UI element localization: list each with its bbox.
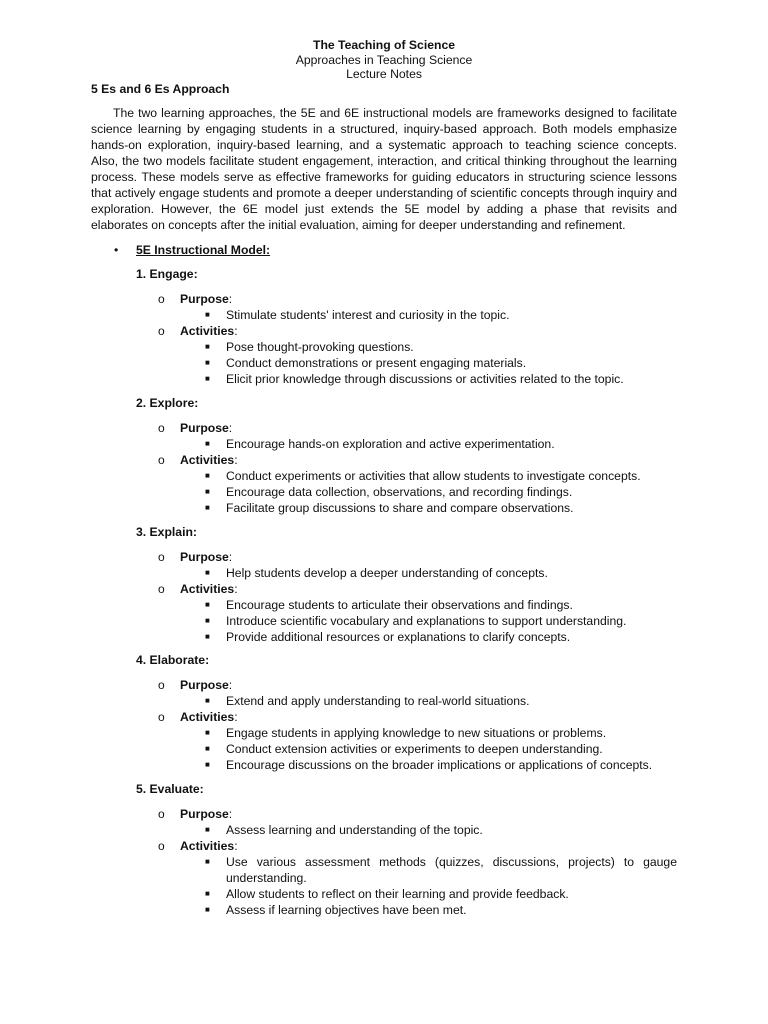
square-bullet-icon: ■ [205,616,210,625]
square-bullet-icon: ■ [205,825,210,834]
circle-bullet-icon: o [158,453,165,467]
phase-title: 4. Elaborate: [136,653,210,667]
list-item [136,484,677,500]
phase-title: 2. Explore: [136,396,199,410]
square-bullet-icon: ■ [205,857,210,866]
activities-heading-label: Activities [180,324,235,338]
section-title: 5 Es and 6 Es Approach [91,82,230,96]
list-item-text: Extend and apply understanding to real-world situations. [226,694,530,708]
purpose-heading [136,806,677,822]
list-item [136,597,677,613]
list-item [136,436,677,452]
list-item [136,822,677,838]
colon: : [228,421,233,435]
list-item [136,339,677,355]
list-item [136,902,677,918]
list-item [136,500,677,516]
list-item [136,741,677,757]
colon: : [234,453,238,467]
list-item-text: Conduct extension activities or experiments to deepen understanding. [226,742,603,756]
square-bullet-icon: ■ [205,632,210,641]
colon: : [234,839,238,853]
square-bullet-icon: ■ [205,503,210,512]
square-bullet-icon: ■ [205,568,210,577]
bullet-marker: • [114,243,119,257]
activities-heading-label: Activities [180,710,235,724]
list-item [136,886,677,902]
purpose-heading [136,677,677,693]
activities-heading [136,452,677,468]
square-bullet-icon: ■ [205,760,210,769]
phase-title: 3. Explain: [136,525,197,539]
square-bullet-icon: ■ [205,374,210,383]
square-bullet-icon: ■ [205,728,210,737]
list-item [136,725,677,741]
list-item-text: Introduce scientific vocabulary and explanations to support understanding. [226,614,627,628]
list-item [136,355,677,371]
list-item-text: Provide additional resources or explanations to clarify concepts. [226,630,571,644]
square-bullet-icon: ■ [205,471,210,480]
activities-heading [136,323,677,339]
circle-bullet-icon: o [158,324,165,338]
colon: : [234,324,238,338]
list-item [136,307,677,323]
list-item-text: Use various assessment methods (quizzes, discussions, projects) to gauge understanding. [226,855,677,885]
intro-paragraph: The two learning approaches, the 5E and 6E instructional models are frameworks designed to facilitate science learning by engaging students in a structured, inquiry-based approach. Both models emphasize hands-on exploration, inquiry-based learning, and a systematic approach to teaching science concepts. Also, the two models facilitate student engagement, interaction, and critical thinking throughout the learning process. These models serve as effective frameworks for guiding educators in structuring science lessons that actively engage students and promote a deeper understanding of scientific concepts through inquiry and exploration. However, the 6E model just extends the 5E model by adding a phase that revisits and elaborates on concepts after the initial evaluation, aiming for deeper understanding and refinement. [91,106,677,232]
list-item-text: Encourage hands-on exploration and active experimentation. [226,437,555,451]
circle-bullet-icon: o [158,582,165,596]
purpose-heading-label: Purpose [180,807,229,821]
activities-heading [136,709,677,725]
phase-section [136,653,677,773]
square-bullet-icon: ■ [205,744,210,753]
circle-bullet-icon: o [158,678,165,692]
activities-heading [136,581,677,597]
list-item [136,565,677,581]
list-item [136,629,677,645]
phase-section [136,396,677,516]
purpose-heading-label: Purpose [180,292,229,306]
square-bullet-icon: ■ [205,487,210,496]
document-note: Lecture Notes [346,67,422,81]
purpose-heading-label: Purpose [180,678,229,692]
square-bullet-icon: ■ [205,439,210,448]
purpose-heading-label: Purpose [180,421,229,435]
square-bullet-icon: ■ [205,696,210,705]
list-item [136,468,677,484]
list-item-text: Engage students in applying knowledge to new situations or problems. [226,726,607,740]
list-item-text: Help students develop a deeper understanding of concepts. [226,566,548,580]
list-item [136,371,677,387]
activities-heading-label: Activities [180,839,235,853]
document-header [0,38,768,82]
phase-section [136,782,677,918]
list-item-text: Conduct demonstrations or present engaging materials. [226,356,527,370]
colon: : [228,807,233,821]
square-bullet-icon: ■ [205,310,210,319]
circle-bullet-icon: o [158,710,165,724]
list-item-text: Pose thought-provoking questions. [226,340,414,354]
list-item [136,693,677,709]
list-item-text: Encourage students to articulate their observations and findings. [226,598,573,612]
colon: : [228,550,233,564]
list-item-text: Stimulate students' interest and curiosity in the topic. [226,308,510,322]
list-item-text: Encourage data collection, observations, and recording findings. [226,485,573,499]
document-title: The Teaching of Science [313,38,455,52]
square-bullet-icon: ■ [205,358,210,367]
list-item-text: Elicit prior knowledge through discussions or activities related to the topic. [226,372,624,386]
list-item-text: Facilitate group discussions to share and compare observations. [226,501,574,515]
document-subtitle: Approaches in Teaching Science [295,52,473,67]
colon: : [234,582,238,596]
purpose-heading [136,420,677,436]
purpose-heading-label: Purpose [180,550,229,564]
circle-bullet-icon: o [158,839,165,853]
circle-bullet-icon: o [158,292,165,306]
purpose-heading [136,549,677,565]
list-item [136,613,677,629]
square-bullet-icon: ■ [205,889,210,898]
square-bullet-icon: ■ [205,342,210,351]
circle-bullet-icon: o [158,550,165,564]
list-item [136,854,677,886]
list-item-text: Encourage discussions on the broader implications or applications of concepts. [226,758,653,772]
list-item-text: Assess learning and understanding of the topic. [226,823,483,837]
list-item-text: Assess if learning objectives have been met. [226,903,467,917]
model-heading-label: 5E Instructional Model: [136,243,271,257]
circle-bullet-icon: o [158,807,165,821]
phase-title: 1. Engage: [136,267,198,281]
activities-heading [136,838,677,854]
phase-section [136,525,677,645]
square-bullet-icon: ■ [205,905,210,914]
circle-bullet-icon: o [158,421,165,435]
phase-section [136,267,677,387]
colon: : [234,710,238,724]
colon: : [228,678,233,692]
list-item-text: Allow students to reflect on their learning and provide feedback. [226,887,569,901]
activities-heading-label: Activities [180,453,235,467]
list-item-text: Conduct experiments or activities that allow students to investigate concepts. [226,469,641,483]
activities-heading-label: Activities [180,582,235,596]
purpose-heading [136,291,677,307]
phase-title: 5. Evaluate: [136,782,204,796]
list-item [136,757,677,773]
colon: : [228,292,233,306]
square-bullet-icon: ■ [205,600,210,609]
